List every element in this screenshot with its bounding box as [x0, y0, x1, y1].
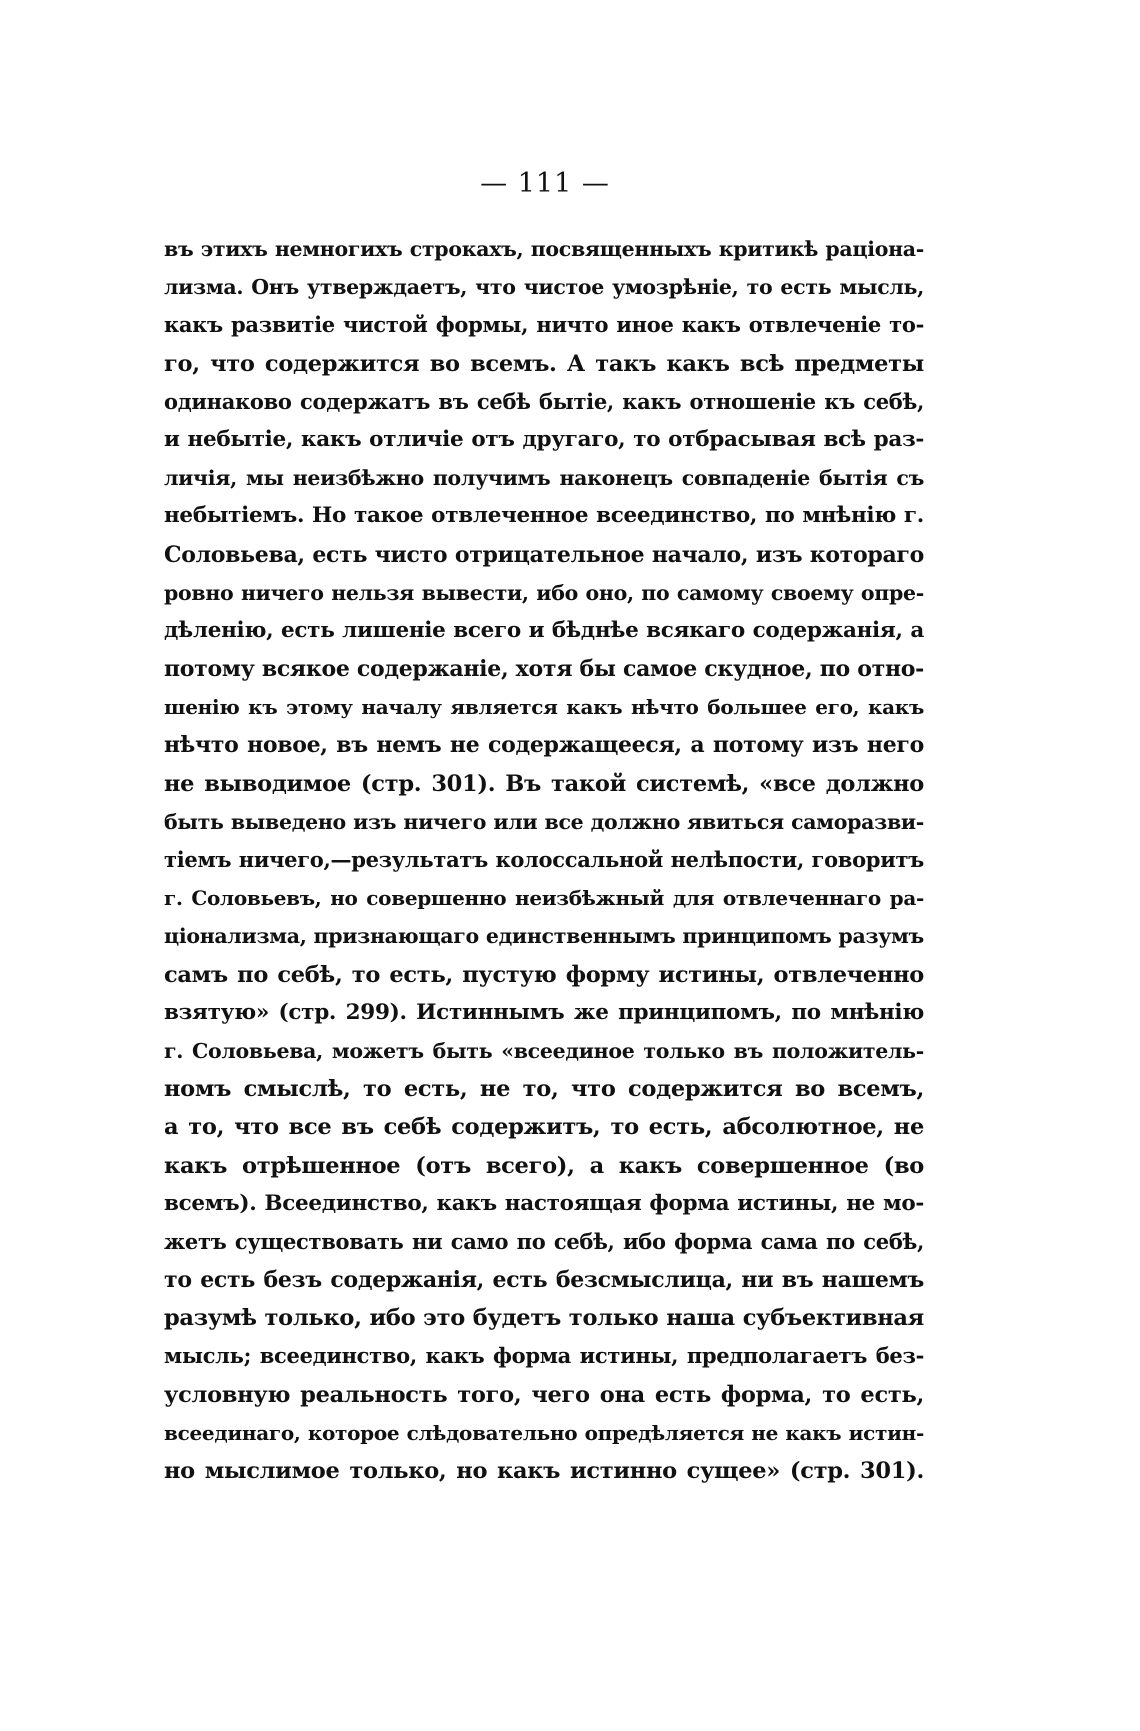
text-line: одинаково содержатъ въ себѣ бытіе, какъ отношеніе къ себѣ, [164, 388, 924, 414]
text-line: но мыслимое только, но какъ истинно сущее» (стр. 301). [164, 1458, 924, 1484]
text-line: г. Соловьева, можетъ быть «всеединое только въ положитель- [164, 1038, 924, 1063]
text-line: не выводимое (стр. 301). Въ такой системѣ, «все должно [164, 770, 924, 797]
page-number: — 111 — [480, 168, 610, 199]
text-line: жетъ существовать ни само по себѣ, ибо форма сама по себѣ, [164, 1228, 924, 1254]
text-line: небытіемъ. Но такое отвлеченное всеединство, по мнѣнію г. [164, 503, 924, 529]
text-line: быть выведено изъ ничего или все должно явиться саморазви- [164, 809, 924, 834]
text-line: какъ отрѣшенное (отъ всего), а какъ совершенное (во [164, 1152, 924, 1179]
text-line: потому всякое содержаніе, хотя бы самое скудное, по отно- [164, 656, 924, 683]
text-line: самъ по себѣ, то есть, пустую форму истины, отвлеченно [164, 961, 924, 988]
text-line: разумѣ только, ибо это будетъ только наша субъективная [164, 1305, 924, 1332]
text-line: г. Соловьевъ, но совершенно неизбѣжный для отвлеченнаго ра- [164, 886, 924, 911]
text-line: всемъ). Всеединство, какъ настоящая форма истины, не мо- [164, 1190, 924, 1216]
body-text [164, 230, 924, 1490]
text-line: номъ смыслѣ, то есть, не то, что содержится во всемъ, [164, 1076, 924, 1103]
text-line: мысль; всеединство, какъ форма истины, предполагаетъ без- [164, 1343, 924, 1369]
text-line: го, что содержится во всемъ. А такъ какъ всѣ предметы [164, 350, 924, 377]
text-line: лизма. Онъ утверждаетъ, что чистое умозрѣніе, то есть мысль, [164, 275, 924, 300]
text-line: ціонализма, признающаго единственнымъ принципомъ разумъ [164, 924, 924, 949]
text-line: дѣленію, есть лишеніе всего и бѣднѣе всякаго содержанія, а [164, 617, 924, 643]
text-line: тіемъ ничего,—результатъ колоссальной нелѣпости, говоритъ [164, 847, 924, 872]
text-line: всеединаго, которое слѣдовательно опредѣляется не какъ истин- [164, 1420, 924, 1445]
text-line: Соловьева, есть чисто отрицательное начало, изъ котораго [164, 541, 924, 568]
text-line: ровно ничего нельзя вывести, ибо оно, по самому своему опре- [164, 580, 924, 605]
text-line: и небытіе, какъ отличіе отъ другаго, то отбрасывая всѣ раз- [164, 426, 924, 452]
text-line: то есть безъ содержанія, есть безсмыслица, ни въ нашемъ [164, 1267, 924, 1294]
text-line: нѣчто новое, въ немъ не содержащееся, а потому изъ него [164, 732, 924, 759]
text-line: а то, что все въ себѣ содержитъ, то есть, абсолютное, не [164, 1114, 924, 1141]
text-line: взятую» (стр. 299). Истиннымъ же принципомъ, по мнѣнію [164, 999, 924, 1025]
text-line: условную реальность того, чего она есть форма, то есть, [164, 1381, 924, 1408]
text-line: шенію къ этому началу является какъ нѣчто большее его, какъ [164, 695, 924, 720]
text-line: какъ развитіе чистой формы, ничто иное какъ отвлеченіе то- [164, 312, 924, 338]
text-line: въ этихъ немногихъ строкахъ, посвященныхъ критикѣ раціона- [164, 237, 924, 261]
text-line: личія, мы неизбѣжно получимъ наконецъ совпаденіе бытія съ [164, 466, 924, 491]
